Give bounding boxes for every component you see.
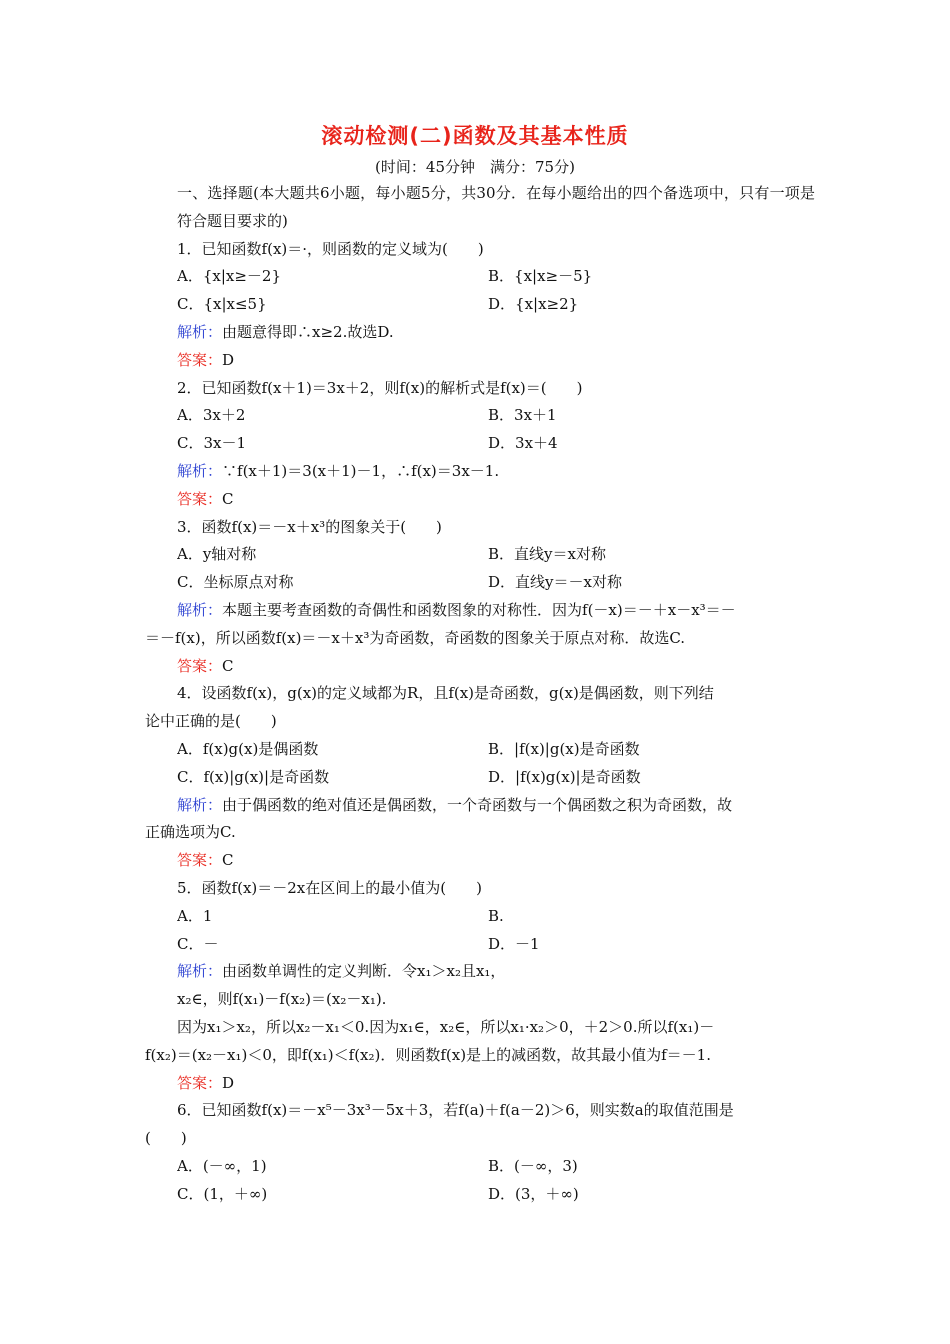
q5-answer-text: D (222, 1073, 235, 1092)
q5-analysis-line-1 (145, 958, 815, 986)
q3-answer-text: C (222, 656, 234, 675)
q6-option-b: B．(－∞，3) (488, 1156, 578, 1175)
q1-option-b: B．{x|x≥－5} (488, 267, 593, 286)
q2-option-c: C．3x－1 (177, 434, 247, 453)
q4-analysis-line-1 (145, 792, 815, 820)
q4-option-c: C．f(x)|g(x)|是奇函数 (177, 767, 330, 786)
q5-option-c: C．－ (177, 934, 219, 953)
q1-option-d: D．{x|x≥2} (488, 295, 579, 314)
q4-analysis-line-2: 正确选项为C. (145, 823, 236, 842)
q3-analysis-line-1 (145, 597, 815, 625)
q3-answer (145, 653, 815, 681)
q3-option-d: D．直线y＝－x对称 (488, 573, 622, 592)
q1-answer (145, 347, 815, 375)
question-3-stem: 3．函数f(x)＝－x＋x³的图象关于( ) (177, 517, 442, 536)
q2-option-b: B．3x＋1 (488, 406, 557, 425)
q2-answer (145, 486, 815, 514)
analysis-label: 解析： (177, 600, 223, 619)
q5-analysis-line-2: x₂∈，则f(x₁)－f(x₂)＝(x₂－x₁). (177, 990, 387, 1009)
q2-analysis-text: ∵f(x＋1)＝3(x＋1)－1，∴f(x)＝3x－1. (222, 461, 500, 480)
q6-option-a: A．(－∞，1) (177, 1156, 267, 1175)
q4-answer-text: C (222, 851, 234, 870)
analysis-label: 解析： (177, 461, 223, 480)
q2-option-d: D．3x＋4 (488, 434, 558, 453)
question-6-stem-line-1: 6．已知函数f(x)＝－x⁵－3x³－5x＋3，若f(a)＋f(a－2)＞6，则实数a的取值范围是 (177, 1101, 734, 1120)
question-6-stem-line-2: ( ) (145, 1129, 187, 1148)
analysis-label: 解析： (177, 322, 223, 341)
section-heading: 一、选择题(本大题共6小题，每小题5分，共30分．在每小题给出的四个备选项中，只有一项是符合题目要求的) (177, 184, 815, 230)
q3-analysis-text-1: 本题主要考查函数的奇偶性和函数图象的对称性．因为f(－x)＝－＋x－x³＝－ (222, 600, 736, 619)
q1-analysis (145, 319, 815, 347)
question-4-stem-line-2: 论中正确的是( ) (145, 712, 277, 731)
question-4-stem-line-1: 4．设函数f(x)，g(x)的定义域都为R，且f(x)是奇函数，g(x)是偶函数，则下列结 (177, 684, 714, 703)
q2-option-a: A．3x＋2 (177, 406, 246, 425)
q4-option-b: B．|f(x)|g(x)是奇函数 (488, 739, 640, 758)
q3-option-a: A．y轴对称 (177, 545, 257, 564)
answer-label: 答案： (177, 656, 223, 675)
answer-label: 答案： (177, 350, 223, 369)
q4-answer (145, 847, 815, 875)
q4-analysis-text-1: 由于偶函数的绝对值还是偶函数，一个奇函数与一个偶函数之积为奇函数，故 (222, 795, 733, 814)
q5-option-d: D．－1 (488, 934, 540, 953)
q2-answer-text: C (222, 489, 234, 508)
q2-analysis (145, 458, 815, 486)
answer-label: 答案： (177, 1073, 223, 1092)
question-1-stem: 1．已知函数f(x)＝·，则函数的定义域为( ) (177, 239, 484, 258)
document-body (145, 180, 815, 1208)
q5-option-b: B. (488, 906, 504, 925)
analysis-label: 解析： (177, 962, 223, 981)
q6-option-d: D．(3，＋∞) (488, 1184, 579, 1203)
answer-label: 答案： (177, 851, 223, 870)
page-subtitle: (时间：45分钟 满分：75分) (375, 158, 575, 176)
question-5-stem: 5．函数f(x)＝－2x在区间上的最小值为( ) (177, 878, 482, 897)
q5-analysis-line-3: 因为x₁＞x₂，所以x₂－x₁＜0.因为x₁∈，x₂∈，所以x₁·x₂＞0，＋2＞0.所以f(x₁)－ (177, 1017, 715, 1036)
answer-label: 答案： (177, 489, 223, 508)
q5-answer (145, 1070, 815, 1098)
q3-analysis-line-2: ＝－f(x)，所以函数f(x)＝－x＋x³为奇函数，奇函数的图象关于原点对称．故选C. (145, 628, 686, 647)
q4-option-a: A．f(x)g(x)是偶函数 (177, 739, 319, 758)
question-2-stem: 2．已知函数f(x＋1)＝3x＋2，则f(x)的解析式是f(x)＝( ) (177, 378, 583, 397)
analysis-label: 解析： (177, 795, 223, 814)
q6-option-c: C．(1，＋∞) (177, 1184, 268, 1203)
q4-option-d: D．|f(x)g(x)|是奇函数 (488, 767, 641, 786)
q5-analysis-line-4: f(x₂)＝(x₂－x₁)＜0，即f(x₁)＜f(x₂)．则函数f(x)是上的减函数，故其最小值为f＝－1. (145, 1045, 711, 1064)
q1-answer-text: D (222, 350, 235, 369)
q1-option-a: A．{x|x≥－2} (177, 267, 282, 286)
q3-option-c: C．坐标原点对称 (177, 573, 294, 592)
q1-analysis-text: 由题意得即∴x≥2.故选D. (222, 322, 394, 341)
q1-option-c: C．{x|x≤5} (177, 295, 267, 314)
q5-option-a: A．1 (177, 906, 213, 925)
page-title: 滚动检测(二)函数及其基本性质 (321, 124, 629, 148)
q5-analysis-text-1: 由函数单调性的定义判断．令x₁＞x₂且x₁， (222, 962, 506, 981)
q3-option-b: B．直线y＝x对称 (488, 545, 606, 564)
